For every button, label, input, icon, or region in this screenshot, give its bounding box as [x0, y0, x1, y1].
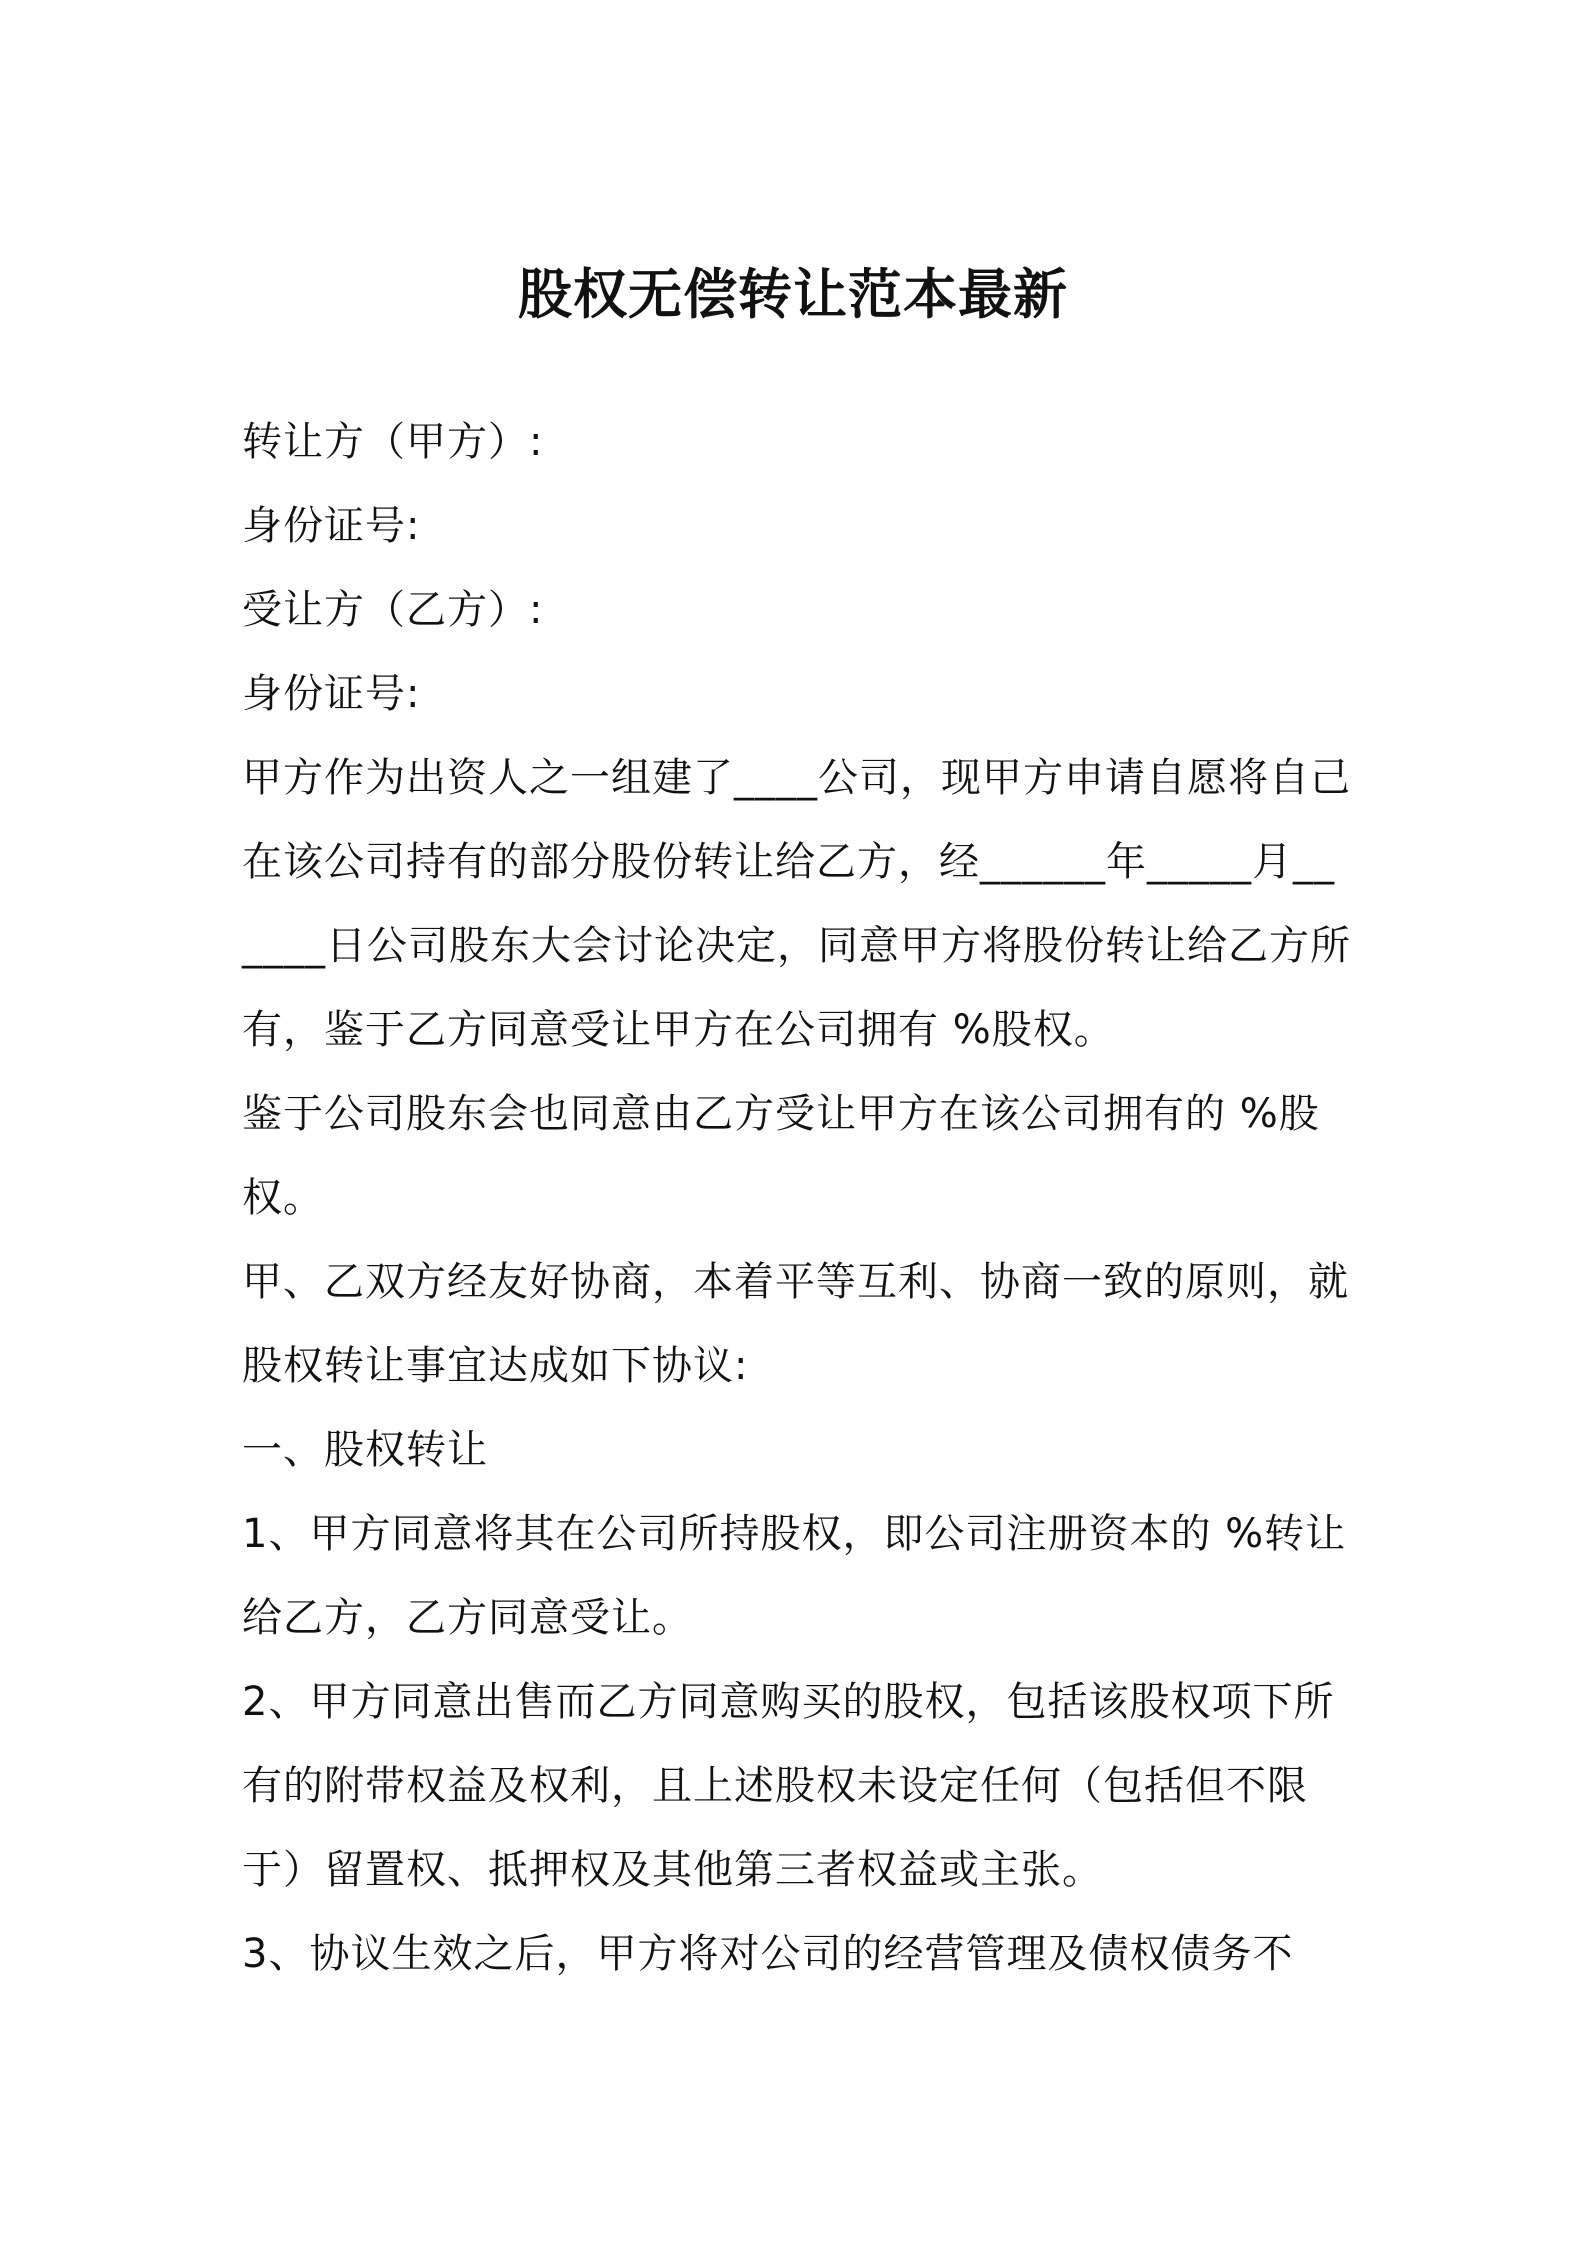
transferor-id-label: 身份证号: — [242, 503, 421, 549]
document-body — [242, 400, 1354, 1996]
transferee-id-label: 身份证号: — [242, 671, 421, 717]
document-title: 股权无偿转让范本最新 — [518, 263, 1068, 326]
clause-2: 2、甲方同意出售而乙方同意购买的股权，包括该股权项下所有的附带权益及权利，且上述股权未设定任何（包括但不限于）留置权、抵押权及其他第三者权益或主张。 — [242, 1679, 1335, 1893]
clause-3: 3、协议生效之后，甲方将对公司的经营管理及债权债务不 — [242, 1931, 1294, 1977]
transferee-label: 受让方（乙方）: — [242, 587, 544, 633]
background-paragraph: 甲方作为出资人之一组建了____公司，现甲方申请自愿将自己在该公司持有的部分股份转让给乙方，经______年_____月______日公司股东大会讨论决定，同意甲方将股份转让给乙方所有，鉴于乙方同意受让甲方在公司拥有 %股权。 — [242, 755, 1351, 1053]
clause-1: 1、甲方同意将其在公司所持股权，即公司注册资本的 %转让给乙方，乙方同意受让。 — [242, 1511, 1347, 1641]
section-heading: 一、股权转让 — [242, 1427, 488, 1473]
agreement-intro-paragraph: 甲、乙双方经友好协商，本着平等互利、协商一致的原则，就股权转让事宜达成如下协议: — [242, 1259, 1349, 1389]
shareholder-consent-paragraph: 鉴于公司股东会也同意由乙方受让甲方在该公司拥有的 %股权。 — [242, 1091, 1320, 1221]
transferor-label: 转让方（甲方）: — [242, 419, 544, 465]
